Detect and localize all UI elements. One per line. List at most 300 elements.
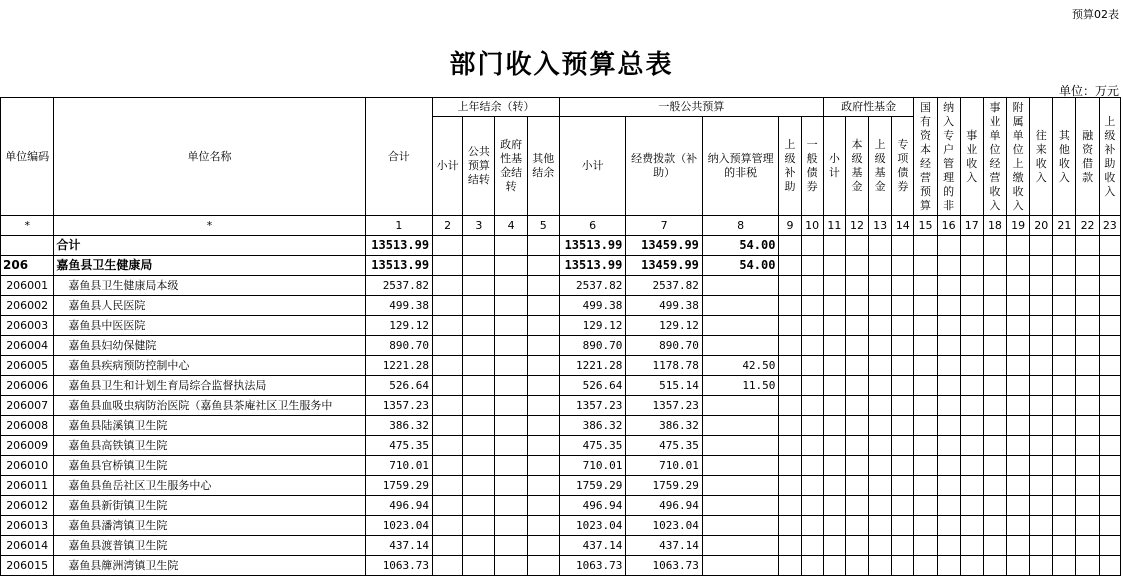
empty-cell	[433, 356, 463, 376]
column-number: 12	[845, 216, 868, 236]
amount-cell-gb-funding: 1357.23	[626, 396, 703, 416]
empty-cell	[1007, 276, 1030, 296]
amount-cell-gb-subtotal: 1759.29	[559, 476, 625, 496]
empty-cell	[823, 456, 845, 476]
empty-cell	[823, 356, 845, 376]
empty-cell	[1099, 336, 1120, 356]
empty-cell	[1007, 236, 1030, 256]
empty-cell	[1076, 496, 1099, 516]
empty-cell	[527, 536, 559, 556]
empty-cell	[433, 516, 463, 536]
empty-cell	[801, 556, 823, 576]
unit-name-cell: 嘉鱼县陆溪镇卫生院	[54, 416, 365, 436]
empty-cell	[495, 476, 527, 496]
empty-cell	[1053, 376, 1076, 396]
unit-name-cell: 嘉鱼县疾病预防控制中心	[54, 356, 365, 376]
empty-cell	[779, 236, 801, 256]
empty-cell	[1076, 396, 1099, 416]
unit-name-cell: 嘉鱼县中医医院	[54, 316, 365, 336]
amount-cell-gb-non-tax	[702, 536, 779, 556]
empty-cell	[1053, 276, 1076, 296]
amount-cell-gb-subtotal: 1023.04	[559, 516, 625, 536]
column-number: 20	[1030, 216, 1053, 236]
unit-code-cell: 206	[1, 256, 54, 276]
empty-cell	[869, 276, 892, 296]
empty-cell	[845, 376, 868, 396]
amount-cell-gb-subtotal: 890.70	[559, 336, 625, 356]
amount-cell-gb-subtotal: 496.94	[559, 496, 625, 516]
amount-cell-gb-funding: 129.12	[626, 316, 703, 336]
empty-cell	[463, 356, 495, 376]
empty-cell	[495, 396, 527, 416]
empty-cell	[495, 296, 527, 316]
unit-label: 单位：万元	[1058, 84, 1119, 98]
empty-cell	[779, 436, 801, 456]
empty-cell	[1076, 516, 1099, 536]
empty-cell	[892, 256, 914, 276]
empty-cell	[1053, 496, 1076, 516]
empty-cell	[527, 476, 559, 496]
header-total: 合计	[365, 98, 432, 216]
empty-cell	[463, 416, 495, 436]
empty-cell	[937, 376, 960, 396]
column-number: 6	[559, 216, 625, 236]
empty-cell	[463, 316, 495, 336]
empty-cell	[937, 456, 960, 476]
amount-cell-gb-subtotal: 129.12	[559, 316, 625, 336]
empty-cell	[892, 416, 914, 436]
amount-cell-gb-non-tax	[702, 316, 779, 336]
empty-cell	[801, 316, 823, 336]
empty-cell	[960, 436, 983, 456]
empty-cell	[892, 456, 914, 476]
empty-cell	[433, 396, 463, 416]
amount-cell-gb-funding: 13459.99	[626, 256, 703, 276]
empty-cell	[463, 556, 495, 576]
empty-cell	[495, 536, 527, 556]
empty-cell	[937, 356, 960, 376]
empty-cell	[983, 436, 1006, 456]
amount-cell-total: 13513.99	[365, 236, 432, 256]
empty-cell	[914, 496, 937, 516]
amount-cell-gb-funding: 1023.04	[626, 516, 703, 536]
unit-code-cell: 206006	[1, 376, 54, 396]
amount-cell-gb-funding: 386.32	[626, 416, 703, 436]
header-other-income: 其他收入	[1053, 98, 1076, 216]
empty-cell	[1030, 396, 1053, 416]
unit-name-cell: 嘉鱼县卫生和计划生育局综合监督执法局	[54, 376, 365, 396]
empty-cell	[1007, 376, 1030, 396]
empty-cell	[914, 236, 937, 256]
empty-cell	[892, 356, 914, 376]
amount-cell-gb-funding: 1759.29	[626, 476, 703, 496]
empty-cell	[1099, 296, 1120, 316]
header-affiliated-income: 附属单位上缴收入	[1007, 98, 1030, 216]
amount-cell-total: 386.32	[365, 416, 432, 436]
amount-cell-total: 13513.99	[365, 256, 432, 276]
empty-cell	[845, 456, 868, 476]
empty-cell	[960, 236, 983, 256]
empty-cell	[1099, 536, 1120, 556]
table-row	[1, 416, 1121, 436]
empty-cell	[1007, 556, 1030, 576]
empty-cell	[779, 316, 801, 336]
empty-cell	[1053, 296, 1076, 316]
empty-cell	[845, 416, 868, 436]
empty-cell	[823, 376, 845, 396]
column-number: 1	[365, 216, 432, 236]
amount-cell-gb-subtotal: 1221.28	[559, 356, 625, 376]
amount-cell-gb-non-tax	[702, 496, 779, 516]
empty-cell	[1099, 416, 1120, 436]
empty-cell	[869, 316, 892, 336]
empty-cell	[779, 376, 801, 396]
unit-code-cell: 206014	[1, 536, 54, 556]
column-number: *	[1, 216, 54, 236]
empty-cell	[914, 396, 937, 416]
header-prev-balance: 上年结余（转）	[433, 98, 560, 117]
table-row	[1, 276, 1121, 296]
empty-cell	[914, 476, 937, 496]
empty-cell	[1053, 536, 1076, 556]
empty-cell	[960, 396, 983, 416]
header-financing: 融资借款	[1076, 98, 1099, 216]
empty-cell	[823, 336, 845, 356]
amount-cell-gb-non-tax: 11.50	[702, 376, 779, 396]
empty-cell	[914, 536, 937, 556]
empty-cell	[1099, 356, 1120, 376]
empty-cell	[433, 376, 463, 396]
amount-cell-gb-subtotal: 13513.99	[559, 236, 625, 256]
empty-cell	[1007, 416, 1030, 436]
empty-cell	[779, 256, 801, 276]
unit-name-cell: 嘉鱼县卫生健康局本级	[54, 276, 365, 296]
empty-cell	[892, 336, 914, 356]
empty-cell	[983, 476, 1006, 496]
empty-cell	[463, 436, 495, 456]
amount-cell-gb-non-tax	[702, 416, 779, 436]
unit-code-cell: 206011	[1, 476, 54, 496]
empty-cell	[937, 536, 960, 556]
empty-cell	[433, 536, 463, 556]
amount-cell-total: 496.94	[365, 496, 432, 516]
amount-cell-gb-non-tax	[702, 436, 779, 456]
empty-cell	[433, 436, 463, 456]
empty-cell	[937, 436, 960, 456]
empty-cell	[1053, 236, 1076, 256]
empty-cell	[779, 536, 801, 556]
empty-cell	[869, 416, 892, 436]
amount-cell-gb-subtotal: 1063.73	[559, 556, 625, 576]
column-number: 13	[869, 216, 892, 236]
empty-cell	[779, 356, 801, 376]
empty-cell	[914, 436, 937, 456]
empty-cell	[869, 396, 892, 416]
empty-cell	[495, 276, 527, 296]
amount-cell-gb-funding: 496.94	[626, 496, 703, 516]
empty-cell	[845, 476, 868, 496]
empty-cell	[1053, 456, 1076, 476]
unit-code-cell: 206009	[1, 436, 54, 456]
empty-cell	[937, 316, 960, 336]
amount-cell-gb-funding: 437.14	[626, 536, 703, 556]
amount-cell-total: 890.70	[365, 336, 432, 356]
header-operating-income: 事业单位经营收入	[983, 98, 1006, 216]
empty-cell	[1030, 556, 1053, 576]
empty-cell	[1076, 296, 1099, 316]
header-gf-special-debt: 专项债券	[892, 117, 914, 216]
empty-cell	[433, 476, 463, 496]
column-number: 22	[1076, 216, 1099, 236]
empty-cell	[1053, 416, 1076, 436]
empty-cell	[463, 496, 495, 516]
amount-cell-gb-non-tax	[702, 456, 779, 476]
empty-cell	[914, 376, 937, 396]
empty-cell	[1030, 516, 1053, 536]
empty-cell	[463, 296, 495, 316]
column-number: 5	[527, 216, 559, 236]
amount-cell-gb-subtotal: 475.35	[559, 436, 625, 456]
empty-cell	[983, 416, 1006, 436]
header-pb-subtotal: 小计	[433, 117, 463, 216]
empty-cell	[433, 556, 463, 576]
empty-cell	[983, 316, 1006, 336]
unit-name-cell: 嘉鱼县渡普镇卫生院	[54, 536, 365, 556]
column-number: 16	[937, 216, 960, 236]
column-number: 3	[463, 216, 495, 236]
empty-cell	[823, 256, 845, 276]
empty-cell	[433, 276, 463, 296]
empty-cell	[960, 296, 983, 316]
empty-cell	[823, 516, 845, 536]
empty-cell	[892, 556, 914, 576]
form-number: 预算02表	[1072, 8, 1119, 21]
empty-cell	[869, 536, 892, 556]
empty-cell	[801, 516, 823, 536]
empty-cell	[1076, 356, 1099, 376]
empty-cell	[845, 556, 868, 576]
empty-cell	[983, 556, 1006, 576]
amount-cell-gb-non-tax	[702, 336, 779, 356]
column-number: 10	[801, 216, 823, 236]
unit-code-cell: 206012	[1, 496, 54, 516]
header-gf-upper: 上级基金	[869, 117, 892, 216]
empty-cell	[527, 336, 559, 356]
empty-cell	[937, 236, 960, 256]
empty-cell	[1076, 436, 1099, 456]
empty-cell	[892, 276, 914, 296]
empty-cell	[937, 496, 960, 516]
table-row	[1, 336, 1121, 356]
amount-cell-gb-funding: 710.01	[626, 456, 703, 476]
unit-code-cell: 206004	[1, 336, 54, 356]
header-gb-subtotal: 小计	[559, 117, 625, 216]
empty-cell	[845, 516, 868, 536]
empty-cell	[937, 556, 960, 576]
empty-cell	[1076, 476, 1099, 496]
header-general-budget: 一般公共预算	[559, 98, 823, 117]
header-gb-funding: 经费拨款（补助）	[626, 117, 703, 216]
empty-cell	[845, 496, 868, 516]
empty-cell	[1099, 556, 1120, 576]
amount-cell-total: 710.01	[365, 456, 432, 476]
empty-cell	[779, 456, 801, 476]
empty-cell	[983, 256, 1006, 276]
unit-name-cell: 嘉鱼县血吸虫病防治医院（嘉鱼县茶庵社区卫生服务中	[54, 396, 365, 416]
empty-cell	[1053, 396, 1076, 416]
empty-cell	[495, 516, 527, 536]
empty-cell	[869, 436, 892, 456]
empty-cell	[823, 416, 845, 436]
empty-cell	[1030, 536, 1053, 556]
empty-cell	[983, 536, 1006, 556]
amount-cell-total: 129.12	[365, 316, 432, 336]
empty-cell	[823, 536, 845, 556]
empty-cell	[779, 416, 801, 436]
empty-cell	[1053, 256, 1076, 276]
empty-cell	[527, 296, 559, 316]
empty-cell	[892, 536, 914, 556]
empty-cell	[1007, 396, 1030, 416]
header-business-income: 事业收入	[960, 98, 983, 216]
unit-name-cell: 嘉鱼县簰洲湾镇卫生院	[54, 556, 365, 576]
empty-cell	[433, 496, 463, 516]
empty-cell	[779, 276, 801, 296]
unit-name-cell: 嘉鱼县高铁镇卫生院	[54, 436, 365, 456]
unit-name-cell: 嘉鱼县人民医院	[54, 296, 365, 316]
empty-cell	[1053, 336, 1076, 356]
empty-cell	[983, 296, 1006, 316]
empty-cell	[823, 556, 845, 576]
empty-cell	[937, 416, 960, 436]
amount-cell-total: 437.14	[365, 536, 432, 556]
empty-cell	[892, 296, 914, 316]
empty-cell	[845, 436, 868, 456]
empty-cell	[527, 356, 559, 376]
unit-name-cell: 嘉鱼县官桥镇卫生院	[54, 456, 365, 476]
column-number: 19	[1007, 216, 1030, 236]
empty-cell	[1099, 456, 1120, 476]
column-number: 8	[702, 216, 779, 236]
table-row	[1, 556, 1121, 576]
header-pb-public-budget: 公共预算结转	[463, 117, 495, 216]
unit-code-cell: 206008	[1, 416, 54, 436]
empty-cell	[801, 436, 823, 456]
empty-cell	[914, 456, 937, 476]
amount-cell-total: 526.64	[365, 376, 432, 396]
empty-cell	[801, 296, 823, 316]
table-row	[1, 236, 1121, 256]
empty-cell	[983, 356, 1006, 376]
empty-cell	[801, 456, 823, 476]
empty-cell	[1030, 456, 1053, 476]
empty-cell	[869, 496, 892, 516]
empty-cell	[1007, 536, 1030, 556]
empty-cell	[527, 496, 559, 516]
empty-cell	[960, 456, 983, 476]
empty-cell	[983, 496, 1006, 516]
empty-cell	[869, 236, 892, 256]
amount-cell-total: 475.35	[365, 436, 432, 456]
empty-cell	[1007, 336, 1030, 356]
unit-code-cell: 206002	[1, 296, 54, 316]
empty-cell	[1007, 256, 1030, 276]
amount-cell-gb-non-tax: 54.00	[702, 256, 779, 276]
amount-cell-total: 1221.28	[365, 356, 432, 376]
empty-cell	[527, 376, 559, 396]
empty-cell	[823, 316, 845, 336]
empty-cell	[869, 356, 892, 376]
empty-cell	[823, 276, 845, 296]
amount-cell-gb-subtotal: 437.14	[559, 536, 625, 556]
column-number: 4	[495, 216, 527, 236]
amount-cell-gb-subtotal: 526.64	[559, 376, 625, 396]
table-row	[1, 256, 1121, 276]
empty-cell	[1099, 376, 1120, 396]
empty-cell	[845, 536, 868, 556]
empty-cell	[527, 236, 559, 256]
empty-cell	[801, 276, 823, 296]
empty-cell	[433, 456, 463, 476]
empty-cell	[527, 316, 559, 336]
empty-cell	[914, 336, 937, 356]
empty-cell	[801, 356, 823, 376]
empty-cell	[869, 516, 892, 536]
empty-cell	[1030, 436, 1053, 456]
empty-cell	[1007, 356, 1030, 376]
empty-cell	[1030, 496, 1053, 516]
empty-cell	[801, 236, 823, 256]
empty-cell	[1099, 236, 1120, 256]
empty-cell	[495, 416, 527, 436]
empty-cell	[983, 236, 1006, 256]
unit-name-cell: 嘉鱼县新街镇卫生院	[54, 496, 365, 516]
amount-cell-gb-non-tax	[702, 396, 779, 416]
budget-table	[0, 97, 1121, 576]
empty-cell	[801, 376, 823, 396]
empty-cell	[914, 276, 937, 296]
empty-cell	[495, 436, 527, 456]
table-row	[1, 376, 1121, 396]
empty-cell	[892, 396, 914, 416]
empty-cell	[937, 396, 960, 416]
header-upper-subsidy-income: 上级补助收入	[1099, 98, 1120, 216]
empty-cell	[960, 416, 983, 436]
header-gf-subtotal: 小计	[823, 117, 845, 216]
empty-cell	[463, 256, 495, 276]
empty-cell	[495, 456, 527, 476]
table-row	[1, 396, 1121, 416]
empty-cell	[1099, 496, 1120, 516]
empty-cell	[1099, 316, 1120, 336]
empty-cell	[823, 236, 845, 256]
empty-cell	[869, 296, 892, 316]
empty-cell	[527, 416, 559, 436]
empty-cell	[1007, 316, 1030, 336]
column-number: 11	[823, 216, 845, 236]
empty-cell	[983, 276, 1006, 296]
column-number: 18	[983, 216, 1006, 236]
empty-cell	[801, 536, 823, 556]
amount-cell-gb-non-tax	[702, 556, 779, 576]
empty-cell	[1099, 276, 1120, 296]
empty-cell	[823, 436, 845, 456]
empty-cell	[1099, 256, 1120, 276]
empty-cell	[937, 256, 960, 276]
amount-cell-total: 2537.82	[365, 276, 432, 296]
empty-cell	[845, 236, 868, 256]
empty-cell	[1053, 516, 1076, 536]
